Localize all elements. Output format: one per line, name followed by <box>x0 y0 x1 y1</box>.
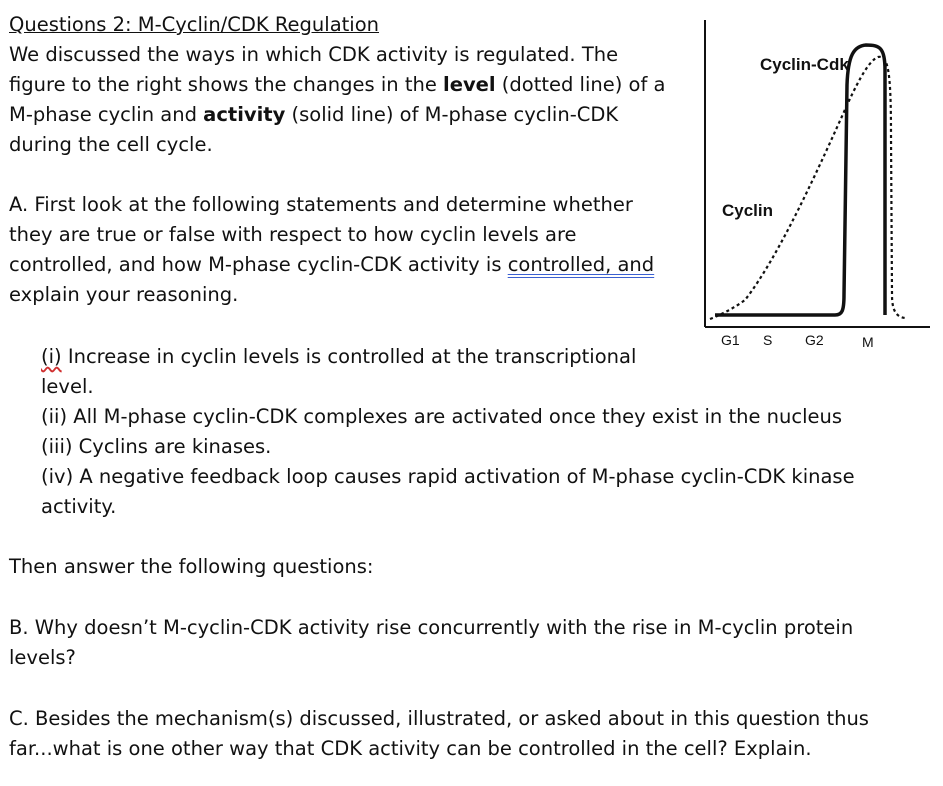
part-c-line: C. Besides the mechanism(s) discussed, illustrated, or asked about in this question thus <box>9 707 869 730</box>
statement-iii: (iii) Cyclins are kinases. <box>41 435 272 458</box>
statement-i-cont: level. <box>41 375 94 398</box>
intro-line: figure to the right shows the changes in the level (dotted line) of a <box>9 73 666 96</box>
statement-iv: (iv) A negative feedback loop causes rapid activation of M-phase cyclin-CDK kinase <box>41 465 855 488</box>
cyclin-level-line <box>710 57 905 319</box>
intro-paragraph <box>9 40 666 160</box>
statement-ii: (ii) All M-phase cyclin-CDK complexes are activated once they exist in the nucleus <box>41 405 843 428</box>
intro-line: We discussed the ways in which CDK activity is regulated. The <box>9 43 619 66</box>
cyclin-cdk-activity-line <box>715 45 885 315</box>
part-b-line: levels? <box>9 646 76 669</box>
phase-label: M <box>862 334 874 350</box>
phase-label: G1 <box>721 332 740 348</box>
part-a-line: they are true or false with respect to how cyclin levels are <box>9 223 577 246</box>
intro-line: during the cell cycle. <box>9 133 213 156</box>
cyclin-label: Cyclin <box>722 201 774 220</box>
part-a-line: controlled, and how M-phase cyclin-CDK activity is controlled, and <box>9 253 655 276</box>
phase-label: G2 <box>805 332 824 348</box>
intro-line: M-phase cyclin and activity (solid line) of M-phase cyclin-CDK <box>9 103 619 126</box>
cyclin-cdk-label: Cyclin-Cdk <box>760 55 849 74</box>
part-b-question <box>9 613 853 673</box>
spelling-flag: (i) <box>41 345 62 368</box>
part-a-line: explain your reasoning. <box>9 283 239 306</box>
part-b-line: B. Why doesn’t M-cyclin-CDK activity rise concurrently with the rise in M-cyclin protein <box>9 616 854 639</box>
statement-iv-cont: activity. <box>41 495 117 518</box>
activity-emphasis: activity <box>203 103 286 126</box>
part-c-line: far...what is one other way that CDK activity can be controlled in the cell? Explain. <box>9 737 812 760</box>
level-emphasis: level <box>443 73 496 96</box>
phase-label: S <box>763 332 773 348</box>
statement-list <box>41 342 855 522</box>
grammar-flag: controlled, and <box>507 253 655 276</box>
part-a-line: A. First look at the following statements and determine whether <box>9 193 633 216</box>
statement-i: (i) Increase in cyclin levels is controlled at the transcriptional <box>41 345 637 368</box>
part-c-question <box>9 704 869 764</box>
question-title: Questions 2: M-Cyclin/CDK Regulation <box>9 13 379 36</box>
part-a-prompt <box>9 190 654 310</box>
cyclin-cdk-figure <box>700 15 935 350</box>
then-instruction: Then answer the following questions: <box>9 555 374 578</box>
